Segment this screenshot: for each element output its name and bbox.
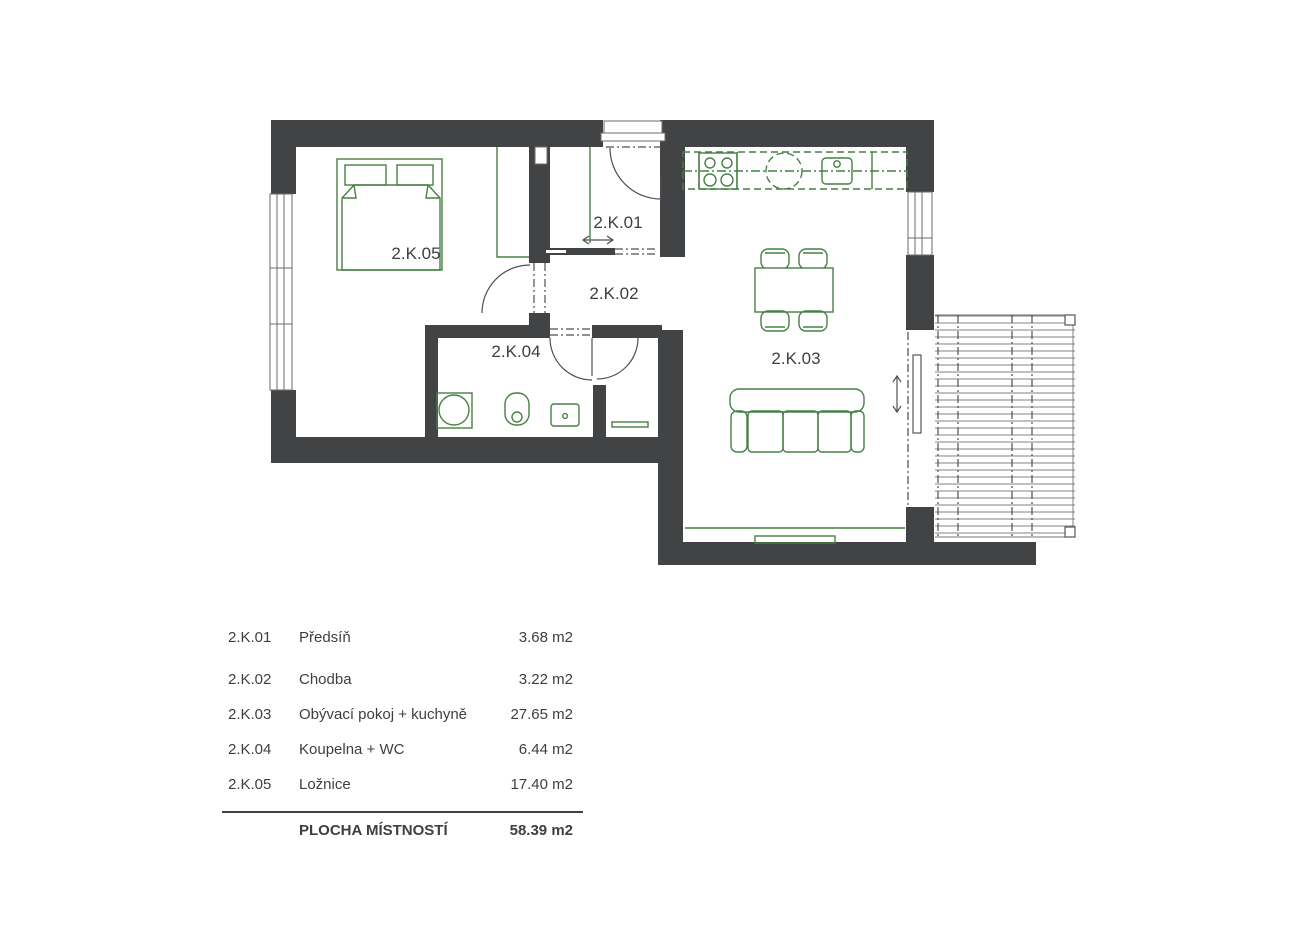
room-area: 6.44 m2 <box>518 741 573 758</box>
chair-icon <box>761 249 789 269</box>
room-area: 3.22 m2 <box>518 671 573 688</box>
legend-row <box>222 620 583 655</box>
slide-arrow-horizontal-icon <box>583 236 613 244</box>
room-label-bathroom: 2.K.04 <box>491 342 541 361</box>
legend-row <box>222 767 583 802</box>
chair-icon <box>761 311 789 331</box>
walls <box>271 120 1036 565</box>
room-label-hall: 2.K.01 <box>593 213 643 232</box>
bedroom-wardrobe <box>497 147 529 257</box>
room-label-living: 2.K.03 <box>771 349 821 368</box>
room-name: Koupelna + WC <box>299 741 405 758</box>
legend-row <box>222 662 583 697</box>
room-area: 17.40 m2 <box>510 776 573 793</box>
room-code: 2.K.02 <box>228 671 272 688</box>
room-name: Chodba <box>299 671 352 688</box>
room-code: 2.K.03 <box>228 706 272 723</box>
room-legend <box>222 620 583 839</box>
radiator <box>755 536 835 543</box>
toilet-icon <box>505 393 529 425</box>
dining-set <box>755 249 833 331</box>
hall-sliding-door <box>543 236 658 255</box>
legend-row <box>222 732 583 767</box>
legend-total-row <box>222 813 583 839</box>
room-code: 2.K.05 <box>228 776 272 793</box>
room-area: 27.65 m2 <box>510 706 573 723</box>
niche-radiator <box>612 422 648 427</box>
balcony-terrace <box>935 315 1075 537</box>
total-area: 58.39 m2 <box>509 822 573 839</box>
bedroom-window <box>270 194 292 390</box>
total-label: PLOCHA MÍSTNOSTÍ <box>299 822 448 839</box>
bathroom-fixtures <box>437 393 579 428</box>
kitchen-counter <box>683 152 907 189</box>
dining-table <box>755 268 833 312</box>
washbasin-icon <box>551 404 579 426</box>
room-code: 2.K.04 <box>228 741 272 758</box>
chair-icon <box>799 249 827 269</box>
kitchen-window <box>908 192 932 255</box>
room-label-corridor: 2.K.02 <box>589 284 639 303</box>
room-area: 3.68 m2 <box>518 629 573 646</box>
chair-icon <box>799 311 827 331</box>
washing-machine-icon <box>437 393 472 428</box>
bedroom-door <box>482 263 545 313</box>
sofa <box>730 389 864 452</box>
room-code: 2.K.01 <box>228 629 272 646</box>
slide-arrow-vertical-icon <box>893 376 901 412</box>
legend-row <box>222 697 583 732</box>
room-name: Ložnice <box>299 776 351 793</box>
balcony-sliding-door <box>893 332 921 505</box>
room-name: Obývací pokoj + kuchyně <box>299 706 468 723</box>
room-label-bedroom: 2.K.05 <box>391 244 441 263</box>
room-name: Předsíň <box>299 629 351 646</box>
entrance-door <box>601 121 665 199</box>
